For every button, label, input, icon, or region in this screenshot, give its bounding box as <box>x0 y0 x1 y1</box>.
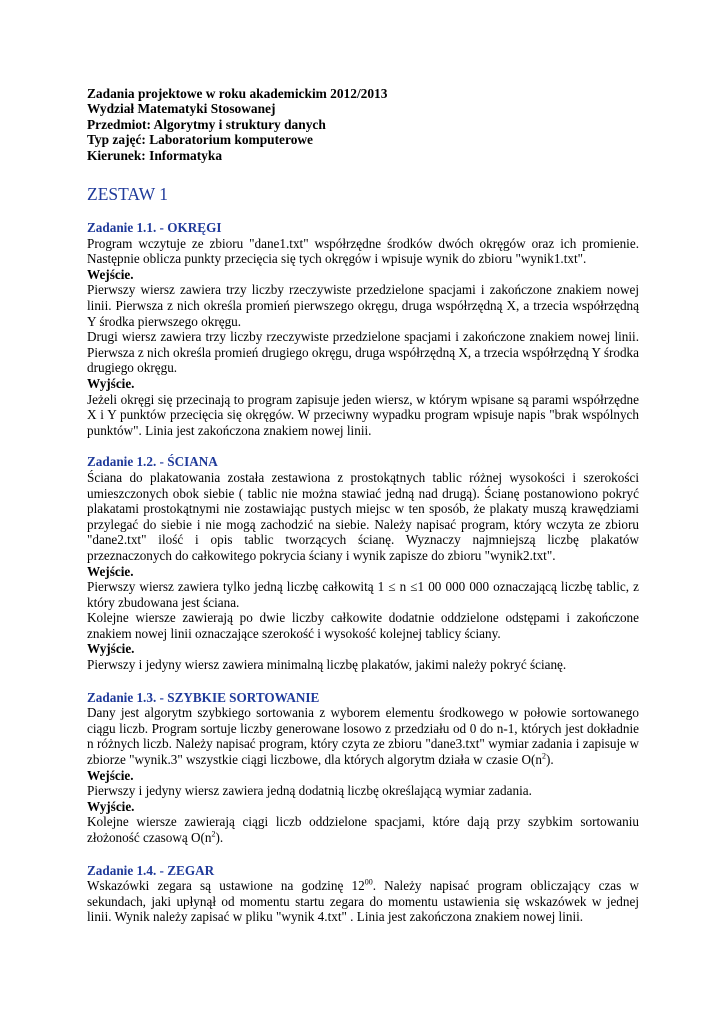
text-span: ). <box>215 830 224 845</box>
input-label: Wejście. <box>87 563 134 579</box>
task-title: Zadanie 1.1. - OKRĘGI <box>87 220 222 236</box>
task-section <box>87 863 639 925</box>
task-section <box>87 454 639 672</box>
text-span: ). <box>545 752 554 768</box>
task-description: Ściana do plakatowania została zestawiona z prostokątnych tablic różnej wysokości i szerokości umieszczonych obok siebie ( tablic nie można stawiać jedną nad drugą). Ścianę postanowiono pokryć plakatami prostokątnymi nie zostawiając pustych miejsc w ten sposób, że plakaty muszą krawędziami przylegać do siebie i nie mogą zachodzić na siebie. Należy napisać program, który wczyta ze zbioru "dane2.txt" ilość i opis tablic tworzących ścianę. Wyznaczy najmniejszą liczbę plakatów przeznaczonych do całkowitego pokrycia ściany i wynik zapisze do zbioru "wynik2.txt". <box>87 469 639 563</box>
header-line-1: Zadania projektowe w roku akademickim 2012/2013 <box>87 86 388 101</box>
input-description: Kolejne wiersze zawierają po dwie liczby całkowite dodatnie oddzielone odstępami i zakończone znakiem nowej linii oznaczające szerokość i wysokość kolejnej tablicy ściany. <box>87 610 639 641</box>
task-description <box>87 878 639 925</box>
input-description: Pierwszy wiersz zawiera tylko jedną liczbę całkowitą 1 ≤ n ≤1 00 000 000 oznaczającą liczbę tablic, z który zbudowana jest ściana. <box>87 579 639 610</box>
superscript: 2 <box>541 751 546 761</box>
output-description: Jeżeli okręgi się przecinają to program zapisuje jeden wiersz, w którym wpisane są parami współrzędne X i Y punktów przecięcia się okręgów. W przeciwny wypadku program wpisuje napis "brak wspólnych punktów". Linia jest zakończona znakiem nowej linii. <box>87 391 639 438</box>
header-line-5: Kierunek: Informatyka <box>87 147 223 163</box>
set-heading: ZESTAW 1 <box>87 184 168 205</box>
text-span: . Należy napisać program obliczający czas w sekundach, jaki upłynął od momentu startu zegara do momentu ustawienia się wskazówek w jednej linii. Wynik należy zapisać w pliku "wynik 4.txt" . Linia jest zakończona znakiem nowej linii. <box>87 878 639 925</box>
header-line-3: Przedmiot: Algorytmy i struktury danych <box>87 116 326 132</box>
output-label: Wyjście. <box>87 798 135 814</box>
task-description <box>87 705 639 767</box>
input-description: Pierwszy wiersz zawiera trzy liczby rzeczywiste przedzielone spacjami i zakończone znakiem nowej linii. Pierwsza z nich określa promień pierwszego okręgu, druga współrzędną X, a trzecia współrzędną Y środka pierwszego okręgu. <box>87 282 639 329</box>
task-title: Zadanie 1.2. - ŚCIANA <box>87 454 218 470</box>
task-title: Zadanie 1.4. - ZEGAR <box>87 862 215 878</box>
header-line-4: Typ zajęć: Laboratorium komputerowe <box>87 132 313 148</box>
output-label: Wyjście. <box>87 641 135 657</box>
input-label: Wejście. <box>87 266 134 282</box>
task-description: Program wczytuje ze zbioru "dane1.txt" współrzędne środków dwóch okręgów oraz ich promienie. Następnie oblicza punkty przecięcia się tych okręgów i wpisuje wynik do zbioru "wynik1.txt". <box>87 235 639 267</box>
input-description: Drugi wiersz zawiera trzy liczby rzeczywiste przedzielone spacjami i zakończone znakiem nowej linii. Pierwsza z nich określa promień drugiego okręgu, druga współrzędną X, a trzecia współrzędną Y środka drugiego okręgu. <box>87 329 639 376</box>
text-span: Wskazówki zegara są ustawione na godzinę 12 <box>87 878 365 894</box>
output-description: Pierwszy i jedyny wiersz zawiera minimalną liczbę plakatów, jakimi należy pokryć ścianę. <box>87 657 567 673</box>
text-span: Dany jest algorytm szybkiego sortowania z wyborem elementu środkowego w połowie sortowanego ciągu liczb. Program sortuje liczby generowane losowo z przedziału od 0 do n-1, których jest dokładnie n różnych liczb. Należy napisać program, który czyta ze zbioru "dane3.txt" wymiar zadania i zapisuje w zbiorze "wynik.3" wszystkie ciągi liczbowe, dla których algorytm działa w czasie O(n <box>87 705 639 768</box>
task-title: Zadanie 1.3. - SZYBKIE SORTOWANIE <box>87 689 320 705</box>
task-section <box>87 690 639 846</box>
output-description <box>87 814 639 845</box>
superscript: 00 <box>364 877 373 887</box>
input-description: Pierwszy i jedyny wiersz zawiera jedną dodatnią liczbę określającą wymiar zadania. <box>87 783 532 799</box>
text-span: Kolejne wiersze zawierają ciągi liczb oddzielone spacjami, które dają przy szybkim sortowaniu złożoność czasową O(n <box>87 814 639 845</box>
header-line-2: Wydział Matematyki Stosowanej <box>87 101 276 117</box>
task-section <box>87 220 639 438</box>
document-page <box>87 86 639 942</box>
input-label: Wejście. <box>87 767 134 783</box>
superscript: 2 <box>211 829 216 839</box>
output-label: Wyjście. <box>87 375 135 391</box>
